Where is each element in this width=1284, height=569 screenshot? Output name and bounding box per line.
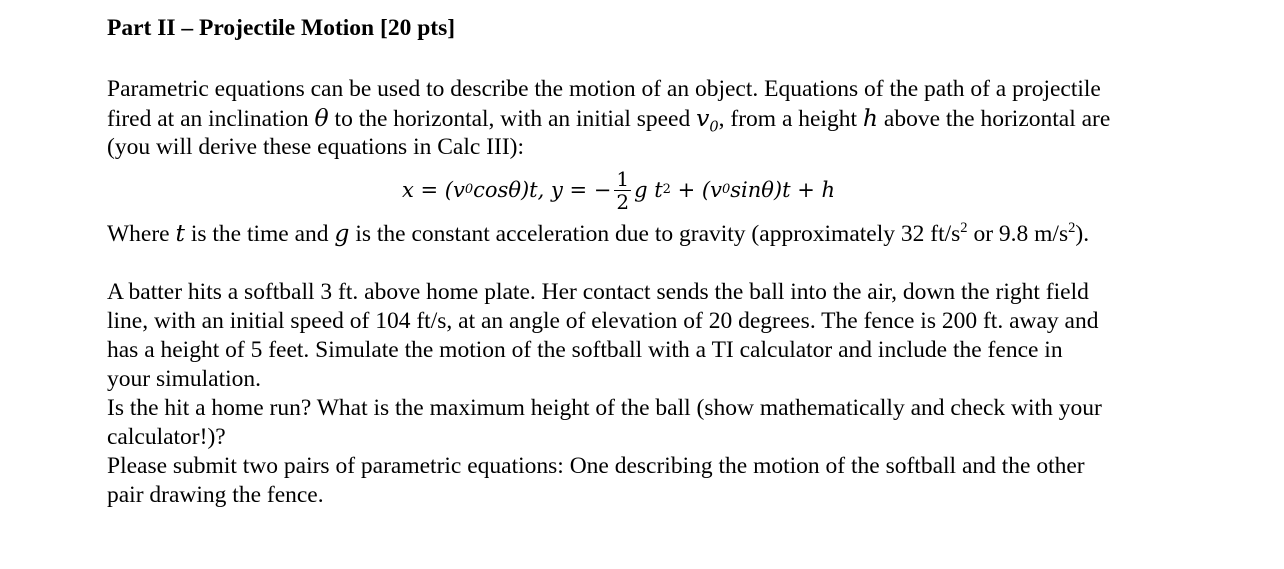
v0-symbol (696, 104, 719, 136)
subscript-zero: 0 (709, 118, 719, 136)
where-text: ). (1075, 221, 1090, 247)
intro-text: to the horizontal, with an initial speed (328, 106, 697, 132)
equation-part: cosθ)t, y = − (473, 178, 612, 202)
fraction-one-half (614, 168, 631, 213)
equation-part: sinθ)t + h (730, 178, 835, 202)
intro-text: , from a height (718, 106, 863, 132)
intro-line-1: Parametric equations can be used to describe the motion of an object. Equations of the path of a projectile (107, 76, 1101, 102)
where-text: Where (107, 221, 176, 247)
problem-line-2: line, with an initial speed of 104 ft/s, at an angle of elevation of 20 degrees. The fence is 200 ft. away and (107, 308, 1099, 334)
intro-line-3: (you will derive these equations in Calc III): (107, 134, 524, 160)
fraction-numerator: 1 (616, 166, 630, 191)
t-symbol: t (175, 219, 185, 247)
problem-line-7: Please submit two pairs of parametric equations: One describing the motion of the softball and the other (107, 453, 1085, 479)
equation-part: g t (634, 178, 663, 202)
superscript-two: 2 (960, 220, 968, 237)
section-heading: Part II – Projectile Motion [20 pts] (107, 15, 456, 41)
problem-line-4: your simulation. (107, 366, 262, 392)
intro-text: fired at an inclination (107, 106, 315, 132)
superscript-two: 2 (1068, 220, 1076, 237)
problem-line-6: calculator!)? (107, 424, 226, 450)
intro-line-2 (107, 104, 1111, 136)
problem-line-1: A batter hits a softball 3 ft. above home plate. Her contact sends the ball into the air, down the right field (107, 279, 1089, 305)
intro-text: above the horizontal are (878, 106, 1111, 132)
where-text: or 9.8 m/s (967, 221, 1069, 247)
theta-symbol: θ (314, 104, 329, 132)
g-symbol: g (334, 219, 350, 247)
where-text: is the time and (184, 221, 335, 247)
equation-part: + (v (670, 178, 722, 202)
h-symbol: h (862, 104, 879, 132)
problem-line-3: has a height of 5 feet. Simulate the motion of the softball with a TI calculator and include the fence in (107, 337, 1063, 363)
where-text: is the constant acceleration due to gravity (approximately 32 ft/s (349, 221, 961, 247)
where-line (107, 219, 1089, 248)
problem-line-5: Is the hit a home run? What is the maximum height of the ball (show mathematically and check with your (107, 395, 1102, 421)
fraction-denominator: 2 (616, 189, 630, 214)
problem-line-8: pair drawing the fence. (107, 482, 324, 508)
parametric-equation: x = (v 0 cosθ)t, y = − $\frac{1}{2}$ g t 2 + (v 0 sinθ)t + h (402, 166, 835, 214)
v-symbol: v (696, 104, 710, 132)
equation-part: x = (v (402, 178, 465, 202)
